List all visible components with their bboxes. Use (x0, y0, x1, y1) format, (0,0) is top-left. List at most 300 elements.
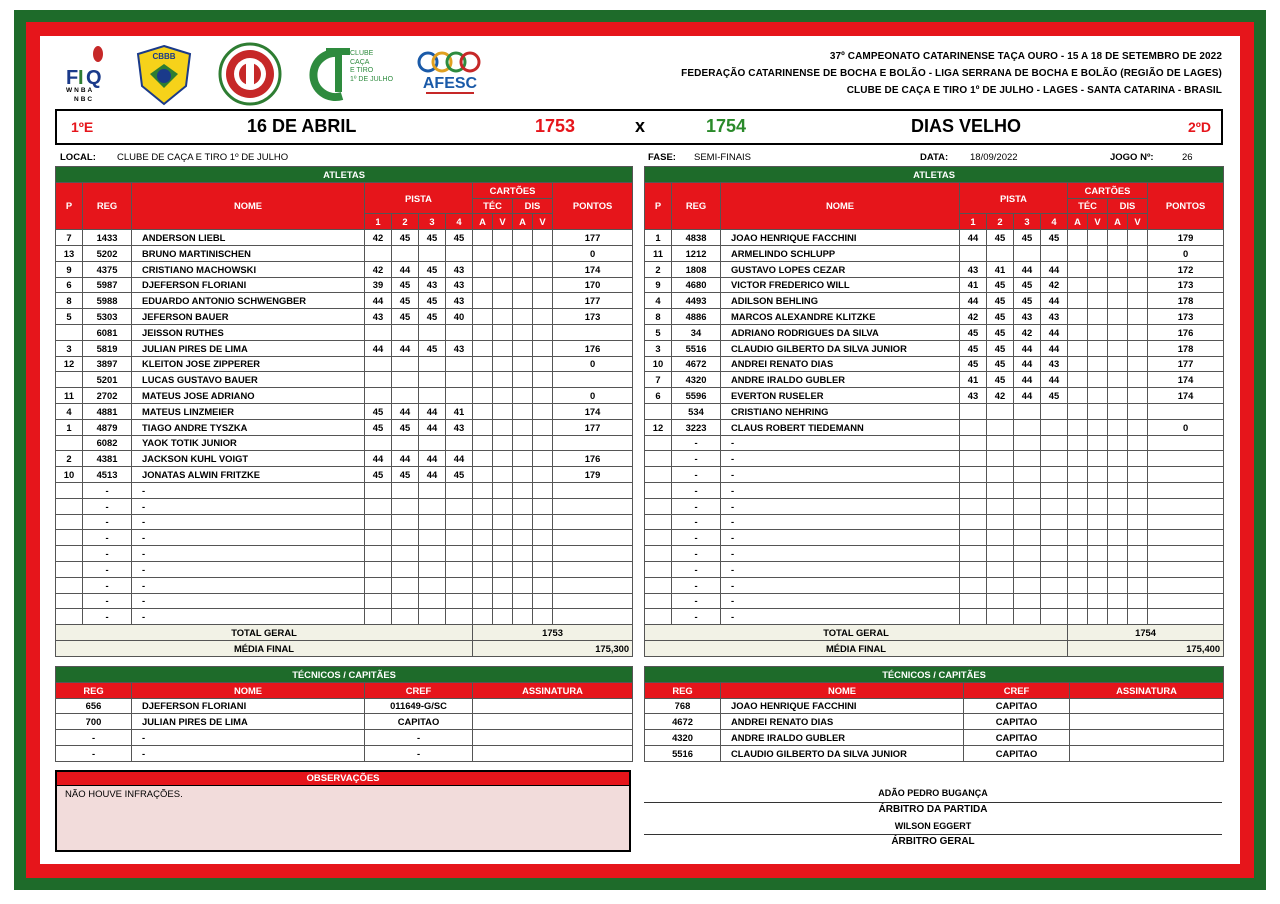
athlete-reg: - (672, 435, 721, 451)
athlete-card-cell (513, 324, 533, 340)
athlete-row (645, 293, 1224, 309)
col-pista-header: PISTA (960, 182, 1068, 214)
athlete-reg: 4513 (83, 467, 132, 483)
athlete-pista-1 (960, 546, 987, 562)
athlete-pista-1: 43 (960, 261, 987, 277)
athlete-card-cell (473, 577, 493, 593)
local-label: LOCAL: (60, 152, 96, 163)
athlete-card-cell (1088, 514, 1108, 530)
athlete-pista-2 (987, 435, 1014, 451)
athlete-card-cell (1108, 530, 1128, 546)
athlete-card-cell (493, 356, 513, 372)
athlete-pista-4 (1041, 403, 1068, 419)
athlete-pista-1: 45 (365, 403, 392, 419)
athlete-card-cell (513, 419, 533, 435)
athlete-card-cell (513, 593, 533, 609)
athlete-pista-3: 45 (419, 230, 446, 246)
athlete-pista-4 (1041, 577, 1068, 593)
coach-row (56, 730, 633, 746)
athlete-row (645, 609, 1224, 625)
athlete-position (645, 546, 672, 562)
athlete-pista-4: 45 (446, 230, 473, 246)
coach-cref: CAPITAO (964, 745, 1070, 761)
athlete-card-cell (1128, 230, 1148, 246)
athlete-position: 5 (645, 324, 672, 340)
athlete-points: 176 (553, 451, 633, 467)
athlete-row (56, 451, 633, 467)
coach-reg: 768 (645, 698, 721, 714)
athlete-card-cell (473, 245, 493, 261)
col-pista-1-header: 1 (365, 214, 392, 230)
athlete-pista-4 (1041, 482, 1068, 498)
athlete-pista-1 (365, 356, 392, 372)
athlete-row (56, 467, 633, 483)
athlete-pista-2: 45 (392, 419, 419, 435)
athlete-pista-1 (365, 324, 392, 340)
athlete-pista-2 (987, 561, 1014, 577)
athlete-card-cell (1068, 419, 1088, 435)
athlete-pista-4 (446, 372, 473, 388)
athlete-pista-2: 45 (987, 324, 1014, 340)
media-row (645, 640, 1224, 656)
athlete-name: - (721, 482, 960, 498)
athlete-card-cell (1108, 277, 1128, 293)
athlete-card-cell (1128, 530, 1148, 546)
athlete-pista-1 (960, 561, 987, 577)
athlete-card-cell (1108, 546, 1128, 562)
col-nome-header: NOME (721, 182, 960, 229)
athlete-card-cell (1068, 546, 1088, 562)
athlete-reg: - (672, 514, 721, 530)
athlete-pista-3 (1014, 482, 1041, 498)
athlete-position (56, 593, 83, 609)
athlete-row (56, 340, 633, 356)
col-dis-header: DIS (513, 198, 553, 214)
athlete-pista-3: 43 (419, 277, 446, 293)
athlete-card-cell (493, 498, 513, 514)
athlete-card-cell (1068, 293, 1088, 309)
col-pontos-header: PONTOS (1148, 182, 1224, 229)
athlete-reg: 5303 (83, 309, 132, 325)
athlete-points (553, 435, 633, 451)
athlete-row (645, 498, 1224, 514)
athlete-name: - (721, 530, 960, 546)
athlete-row (645, 435, 1224, 451)
left-athletes-table (55, 166, 633, 657)
coaches-nome-header: NOME (721, 682, 964, 698)
athlete-card-cell (1068, 451, 1088, 467)
athlete-reg: - (83, 530, 132, 546)
athlete-pista-3: 44 (419, 451, 446, 467)
athlete-pista-4 (446, 356, 473, 372)
fiq-caption: WNBA (66, 87, 95, 94)
athlete-pista-4 (446, 388, 473, 404)
athlete-card-cell (473, 530, 493, 546)
athlete-card-cell (1108, 403, 1128, 419)
svg-text:F: F (66, 67, 79, 89)
athlete-row (645, 482, 1224, 498)
athlete-points (1148, 482, 1224, 498)
athlete-points: 178 (1148, 293, 1224, 309)
fase-value: SEMI-FINAIS (694, 152, 752, 163)
left-team-score: 1753 (535, 116, 576, 136)
athlete-name: EVERTON RUSELER (721, 388, 960, 404)
athlete-points: 0 (553, 388, 633, 404)
athlete-pista-1: 41 (960, 372, 987, 388)
athlete-pista-2: 45 (987, 309, 1014, 325)
athlete-card-cell (513, 277, 533, 293)
athlete-position: 2 (645, 261, 672, 277)
athlete-pista-2: 44 (392, 340, 419, 356)
athlete-pista-4 (446, 498, 473, 514)
athlete-row (56, 419, 633, 435)
athlete-pista-2: 45 (987, 293, 1014, 309)
coach-signature (1070, 730, 1224, 746)
left-team-seed: 1ºE (71, 119, 94, 135)
athlete-card-cell (1128, 467, 1148, 483)
athlete-card-cell (1108, 419, 1128, 435)
jogo-label: JOGO Nº: (1110, 152, 1154, 163)
athlete-card-cell (513, 388, 533, 404)
athlete-card-cell (513, 530, 533, 546)
athlete-card-cell (1088, 435, 1108, 451)
athlete-card-cell (473, 546, 493, 562)
athlete-reg: - (672, 530, 721, 546)
athlete-pista-1 (365, 609, 392, 625)
athlete-pista-2 (987, 577, 1014, 593)
athlete-card-cell (513, 403, 533, 419)
athlete-points (1148, 561, 1224, 577)
athlete-name: GUSTAVO LOPES CEZAR (721, 261, 960, 277)
coaches-reg-header: REG (56, 682, 132, 698)
athlete-pista-4: 45 (1041, 388, 1068, 404)
athlete-card-cell (533, 419, 553, 435)
athlete-name: JEISSON RUTHES (132, 324, 365, 340)
coach-cref: - (365, 730, 473, 746)
score-sheet (40, 36, 1240, 864)
athlete-pista-2 (987, 403, 1014, 419)
athlete-card-cell (473, 388, 493, 404)
coach-name: ANDREI RENATO DIAS (721, 714, 964, 730)
athlete-card-cell (1068, 435, 1088, 451)
athlete-card-cell (1108, 261, 1128, 277)
athlete-points (553, 514, 633, 530)
athlete-card-cell (1088, 498, 1108, 514)
athlete-card-cell (533, 482, 553, 498)
athlete-position: 4 (56, 403, 83, 419)
athlete-card-cell (1108, 451, 1128, 467)
athlete-pista-4 (1041, 561, 1068, 577)
total-value: 1754 (1068, 625, 1224, 641)
athlete-points: 173 (1148, 309, 1224, 325)
athlete-card-cell (493, 277, 513, 293)
athlete-name: ANDERSON LIEBL (132, 230, 365, 246)
athlete-reg: 5516 (672, 340, 721, 356)
athlete-pista-4 (1041, 530, 1068, 546)
col-pista-4-header: 4 (446, 214, 473, 230)
athlete-pista-2: 45 (987, 340, 1014, 356)
media-value: 175,400 (1068, 640, 1224, 656)
media-label: MÉDIA FINAL (645, 640, 1068, 656)
athlete-pista-3: 44 (419, 403, 446, 419)
cbbb-logo (134, 44, 194, 106)
athlete-card-cell (513, 609, 533, 625)
col-card-1-header: A (473, 214, 493, 230)
athlete-card-cell (1088, 530, 1108, 546)
athlete-points: 179 (1148, 230, 1224, 246)
col-p-header: P (645, 182, 672, 229)
athlete-pista-4 (446, 609, 473, 625)
athlete-card-cell (1088, 388, 1108, 404)
athlete-pista-4: 42 (1041, 277, 1068, 293)
athlete-points (553, 372, 633, 388)
col-pista-2-header: 2 (392, 214, 419, 230)
athlete-card-cell (533, 230, 553, 246)
total-row (645, 625, 1224, 641)
athlete-reg: - (672, 609, 721, 625)
col-pista-1-header: 1 (960, 214, 987, 230)
athlete-card-cell (1108, 435, 1128, 451)
athlete-pista-4 (446, 546, 473, 562)
athlete-card-cell (1088, 309, 1108, 325)
athlete-name: - (132, 482, 365, 498)
athlete-position (56, 609, 83, 625)
athlete-position: 1 (56, 419, 83, 435)
athlete-card-cell (1088, 451, 1108, 467)
athlete-card-cell (1088, 577, 1108, 593)
athlete-position (56, 498, 83, 514)
athlete-name: CRISTIANO MACHOWSKI (132, 261, 365, 277)
athlete-card-cell (493, 577, 513, 593)
athlete-name: - (721, 609, 960, 625)
athlete-reg: 5201 (83, 372, 132, 388)
athlete-pista-3 (1014, 467, 1041, 483)
athlete-name: - (132, 514, 365, 530)
athlete-pista-1: 42 (960, 309, 987, 325)
athlete-row (645, 388, 1224, 404)
coach-signature (473, 714, 633, 730)
athlete-card-cell (1108, 356, 1128, 372)
athlete-card-cell (1128, 324, 1148, 340)
coach-signature (473, 745, 633, 761)
athlete-card-cell (473, 561, 493, 577)
athlete-card-cell (1128, 577, 1148, 593)
versus-mark: x (635, 116, 646, 136)
athlete-card-cell (1068, 372, 1088, 388)
athlete-card-cell (1068, 482, 1088, 498)
athlete-card-cell (493, 340, 513, 356)
athlete-name: - (721, 435, 960, 451)
athlete-row (56, 356, 633, 372)
athlete-card-cell (533, 514, 553, 530)
athlete-pista-2: 44 (392, 403, 419, 419)
col-cartoes-header: CARTÕES (473, 182, 553, 198)
athlete-pista-4 (446, 324, 473, 340)
athlete-reg: 5202 (83, 245, 132, 261)
athlete-points (1148, 514, 1224, 530)
athlete-card-cell (533, 593, 553, 609)
athlete-card-cell (1088, 293, 1108, 309)
athlete-points (1148, 593, 1224, 609)
athlete-card-cell (1128, 372, 1148, 388)
athlete-name: - (721, 451, 960, 467)
total-label: TOTAL GERAL (56, 625, 473, 641)
athlete-pista-2 (392, 245, 419, 261)
athlete-pista-3: 44 (1014, 372, 1041, 388)
col-pista-4-header: 4 (1041, 214, 1068, 230)
athlete-position (645, 467, 672, 483)
athlete-name: YAOK TOTIK JUNIOR (132, 435, 365, 451)
athlete-name: ANDRE IRALDO GUBLER (721, 372, 960, 388)
athlete-card-cell (1088, 356, 1108, 372)
athlete-row (56, 482, 633, 498)
athlete-row (56, 530, 633, 546)
observations-title: OBSERVAÇÕES (57, 772, 629, 786)
athlete-pista-4 (446, 482, 473, 498)
coaches-title: TÉCNICOS / CAPITÃES (56, 667, 633, 683)
athlete-card-cell (533, 451, 553, 467)
athlete-pista-4: 44 (1041, 340, 1068, 356)
athlete-row (56, 309, 633, 325)
athlete-name: - (132, 609, 365, 625)
athlete-name: CRISTIANO NEHRING (721, 403, 960, 419)
athlete-card-cell (473, 419, 493, 435)
athlete-name: EDUARDO ANTONIO SCHWENGBER (132, 293, 365, 309)
athlete-card-cell (1128, 245, 1148, 261)
athlete-position: 1 (645, 230, 672, 246)
athlete-card-cell (1068, 245, 1088, 261)
athlete-pista-2: 44 (392, 261, 419, 277)
match-bar (55, 109, 1223, 145)
athlete-pista-2 (987, 609, 1014, 625)
athlete-name: LUCAS GUSTAVO BAUER (132, 372, 365, 388)
athlete-card-cell (1108, 577, 1128, 593)
athlete-pista-1 (960, 245, 987, 261)
athlete-pista-4: 43 (446, 419, 473, 435)
athlete-card-cell (1128, 593, 1148, 609)
athlete-card-cell (1068, 609, 1088, 625)
athlete-pista-2 (987, 467, 1014, 483)
athlete-pista-1 (365, 530, 392, 546)
athlete-pista-4: 44 (1041, 372, 1068, 388)
athlete-pista-1: 45 (960, 324, 987, 340)
athlete-pista-1 (365, 435, 392, 451)
col-tec-header: TÉC (473, 198, 513, 214)
athlete-card-cell (1068, 514, 1088, 530)
athlete-pista-4: 43 (446, 293, 473, 309)
coach-signature (1070, 698, 1224, 714)
athlete-pista-4 (1041, 546, 1068, 562)
athlete-pista-2 (392, 372, 419, 388)
athlete-card-cell (533, 530, 553, 546)
athlete-reg: 4886 (672, 309, 721, 325)
athlete-card-cell (473, 451, 493, 467)
athlete-reg: - (83, 514, 132, 530)
athlete-card-cell (1088, 245, 1108, 261)
athlete-name: - (721, 498, 960, 514)
athlete-card-cell (513, 451, 533, 467)
athlete-card-cell (533, 372, 553, 388)
athlete-pista-2 (392, 593, 419, 609)
federation-line: FEDERAÇÃO CATARINENSE DE BOCHA E BOLÃO - LIGA SERRANA DE BOCHA E BOLÃO (REGIÃO DE LAGES) (681, 68, 1222, 79)
athlete-pista-2 (987, 482, 1014, 498)
athlete-card-cell (1108, 482, 1128, 498)
athlete-points (1148, 609, 1224, 625)
athlete-points: 0 (553, 356, 633, 372)
coach-reg: - (56, 745, 132, 761)
athlete-card-cell (1128, 261, 1148, 277)
athlete-row (56, 561, 633, 577)
athlete-pista-3 (419, 609, 446, 625)
athlete-points: 173 (553, 309, 633, 325)
athlete-pista-1 (960, 593, 987, 609)
athlete-reg: - (672, 467, 721, 483)
athlete-points (1148, 467, 1224, 483)
athlete-points: 0 (553, 245, 633, 261)
athlete-card-cell (533, 324, 553, 340)
athlete-pista-3 (1014, 530, 1041, 546)
athlete-row (56, 577, 633, 593)
athlete-card-cell (533, 561, 553, 577)
athlete-pista-4 (1041, 419, 1068, 435)
athlete-card-cell (493, 609, 513, 625)
athlete-row (56, 403, 633, 419)
championship-title: 37º CAMPEONATO CATARINENSE TAÇA OURO - 15 A 18 DE SETEMBRO DE 2022 (829, 51, 1222, 62)
athlete-card-cell (493, 230, 513, 246)
athlete-name: - (132, 546, 365, 562)
left-team-name: 16 DE ABRIL (247, 116, 357, 136)
col-dis-header: DIS (1108, 198, 1148, 214)
athlete-pista-1: 44 (960, 230, 987, 246)
athlete-pista-3 (1014, 546, 1041, 562)
fiq-logo (62, 44, 116, 104)
athlete-points: 174 (1148, 372, 1224, 388)
athlete-name: TIAGO ANDRE TYSZKA (132, 419, 365, 435)
athlete-card-cell (1088, 419, 1108, 435)
col-pista-3-header: 3 (419, 214, 446, 230)
athlete-row (645, 277, 1224, 293)
athlete-card-cell (1128, 546, 1148, 562)
athlete-card-cell (1088, 277, 1108, 293)
athlete-card-cell (1068, 309, 1088, 325)
athlete-reg: 4680 (672, 277, 721, 293)
athlete-points (553, 577, 633, 593)
athlete-card-cell (1068, 467, 1088, 483)
athlete-points: 176 (1148, 324, 1224, 340)
athlete-pista-2 (987, 451, 1014, 467)
athlete-position (56, 324, 83, 340)
col-card-2-header: V (493, 214, 513, 230)
athlete-card-cell (1088, 403, 1108, 419)
athlete-row (645, 309, 1224, 325)
athlete-position: 3 (645, 340, 672, 356)
athlete-row (56, 293, 633, 309)
athlete-pista-1 (960, 435, 987, 451)
athlete-card-cell (493, 561, 513, 577)
athlete-reg: 4672 (672, 356, 721, 372)
athlete-pista-3 (1014, 498, 1041, 514)
athlete-card-cell (493, 593, 513, 609)
athlete-card-cell (1128, 451, 1148, 467)
club-location-line: CLUBE DE CAÇA E TIRO 1º DE JULHO - LAGES - SANTA CATARINA - BRASIL (846, 85, 1222, 96)
athlete-card-cell (1108, 245, 1128, 261)
athlete-card-cell (533, 309, 553, 325)
coach-signature (1070, 745, 1224, 761)
athlete-card-cell (1068, 530, 1088, 546)
athlete-pista-1: 43 (960, 388, 987, 404)
athlete-card-cell (513, 372, 533, 388)
athlete-name: - (721, 577, 960, 593)
